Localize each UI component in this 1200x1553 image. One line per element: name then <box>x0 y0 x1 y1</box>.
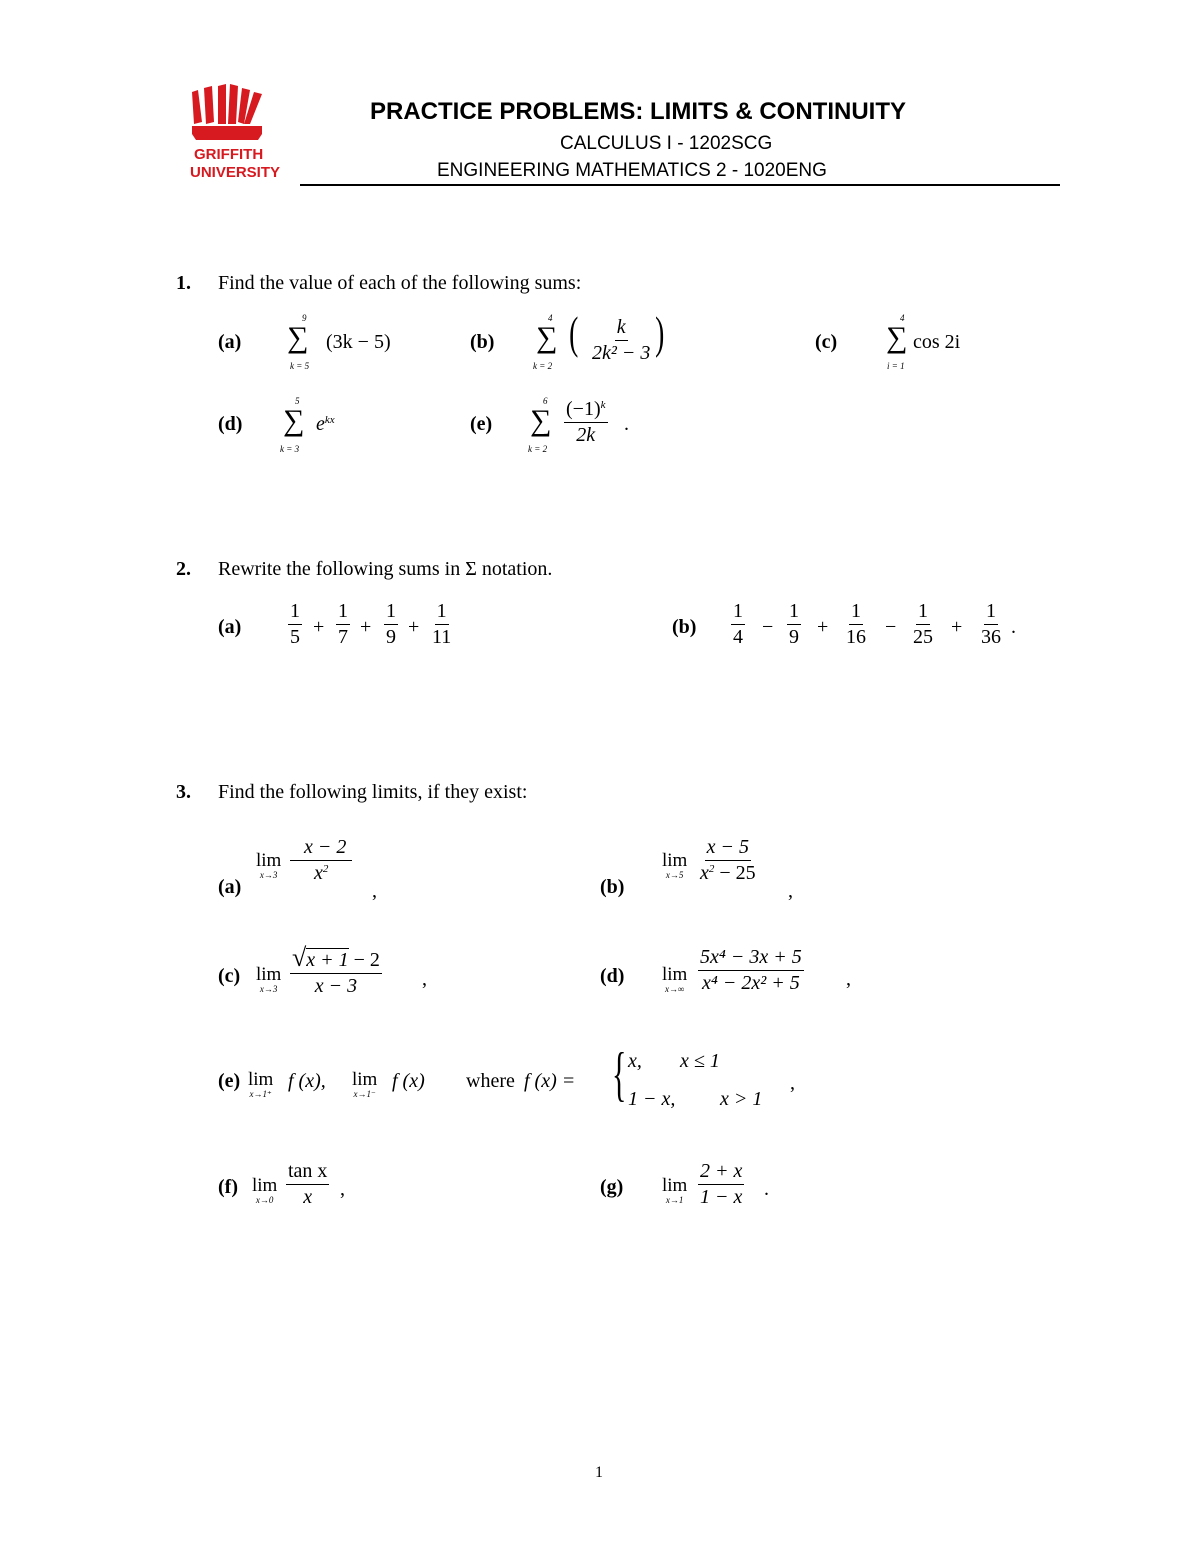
operator: + <box>817 616 829 638</box>
numerator: 1 <box>731 600 745 625</box>
fraction <box>911 600 935 649</box>
fraction <box>430 600 453 649</box>
page-title: PRACTICE PROBLEMS: LIMITS & CONTINUITY <box>370 98 906 125</box>
denominator: 4 <box>733 626 743 648</box>
question-number: 2. <box>176 558 191 580</box>
sum-upper: 4 <box>548 313 553 323</box>
denominator: 2k <box>576 424 596 446</box>
course-code-2: ENGINEERING MATHEMATICS 2 - 1020ENG <box>437 160 827 181</box>
part-label: (a) <box>218 616 242 638</box>
fraction <box>288 600 302 649</box>
denominator: 7 <box>338 626 348 648</box>
sigma-symbol: ∑ <box>886 321 908 354</box>
function-expr: f (x), <box>288 1070 326 1092</box>
tail-punct: . <box>1011 616 1016 638</box>
sigma-symbol: ∑ <box>530 404 552 437</box>
sigma-symbol: ∑ <box>283 404 305 437</box>
numerator: 2 + x <box>698 1160 744 1185</box>
denominator: 9 <box>789 626 799 648</box>
limit-operator: lim x→0 <box>252 1175 278 1205</box>
part-label: (b) <box>600 876 625 898</box>
part-label: (d) <box>218 413 243 435</box>
part-label: (b) <box>672 616 697 638</box>
case-2-expr: 1 − x, <box>628 1088 676 1110</box>
sum-lower: k = 5 <box>290 361 310 371</box>
sigma-symbol: ∑ <box>536 321 558 354</box>
denominator: x − 3 <box>314 975 358 997</box>
fraction <box>979 600 1003 649</box>
limit-operator: lim x→1⁺ <box>248 1069 274 1099</box>
operator: − <box>885 616 897 638</box>
numerator: 5x⁴ − 3x + 5 <box>698 946 804 971</box>
denominator: 1 − x <box>700 1186 743 1208</box>
fraction <box>698 836 758 885</box>
operator: − <box>762 616 774 638</box>
page-number: 1 <box>595 1464 603 1481</box>
case-1-expr: x, <box>628 1050 642 1072</box>
fraction <box>698 1160 744 1209</box>
numerator: 1 <box>916 600 930 625</box>
tail-punct: . <box>764 1178 769 1200</box>
limit-operator: lim x→3 <box>256 964 282 994</box>
operator: + <box>408 616 420 638</box>
limit-operator: lim x→1 <box>662 1175 688 1205</box>
course-code-1: CALCULUS I - 1202SCG <box>560 133 773 154</box>
tail-punct: , <box>422 968 427 990</box>
left-paren: ( <box>569 307 579 358</box>
operator: + <box>951 616 963 638</box>
sigma-symbol: ∑ <box>287 321 309 354</box>
tail-punct: . <box>624 413 629 435</box>
fraction <box>336 600 350 649</box>
denominator: 16 <box>846 626 866 648</box>
tail-punct: , <box>788 880 793 902</box>
tail-punct: , <box>372 880 377 902</box>
denominator: 2k² − 3 <box>592 342 651 364</box>
denominator: 5 <box>290 626 300 648</box>
limit-operator: lim x→3 <box>256 850 282 880</box>
fraction <box>290 836 352 885</box>
numerator: tan x <box>286 1160 329 1185</box>
numerator: 1 <box>288 600 302 625</box>
part-label: (c) <box>218 965 241 987</box>
numerator: 1 <box>336 600 350 625</box>
fraction <box>787 600 801 649</box>
denominator: 9 <box>386 626 396 648</box>
university-logo <box>188 84 284 184</box>
fraction <box>564 398 608 447</box>
denominator: $x^2$ <box>313 862 329 884</box>
sqrt-icon: √ <box>292 943 307 972</box>
logo-text-griffith: GRIFFITH <box>194 146 264 163</box>
right-paren: ) <box>655 307 665 358</box>
denominator: 11 <box>432 626 452 648</box>
fraction <box>698 946 804 995</box>
question-number: 1. <box>176 272 191 294</box>
sum-upper: 4 <box>900 313 905 323</box>
part-label: (g) <box>600 1176 624 1198</box>
denominator: $x^2 - 25$ <box>700 862 756 884</box>
part-label: (c) <box>815 331 838 353</box>
part-label: (f) <box>218 1176 238 1198</box>
denominator: x <box>303 1186 313 1208</box>
logo-text-university: UNIVERSITY <box>190 164 281 181</box>
numerator: √x + 1 − 2 <box>292 943 380 972</box>
part-label: (a) <box>218 331 242 353</box>
fraction <box>590 316 652 365</box>
case-2-condition: x > 1 <box>720 1088 763 1110</box>
sum-expression: $e^{kx}$ <box>316 413 335 435</box>
sum-lower: k = 3 <box>280 444 300 454</box>
tail-punct: , <box>846 968 851 990</box>
part-label: (e) <box>470 413 493 435</box>
numerator: 1 <box>384 600 398 625</box>
fraction <box>844 600 868 649</box>
function-definition: f (x) = <box>524 1070 576 1092</box>
case-1-condition: x ≤ 1 <box>680 1050 720 1072</box>
tail-punct: , <box>340 1178 345 1200</box>
header-rule <box>300 184 1060 186</box>
denominator: x⁴ − 2x² + 5 <box>702 972 800 994</box>
radicand: x + 1 <box>306 949 349 971</box>
numerator: 1 <box>849 600 863 625</box>
sum-expression: (3k − 5) <box>326 331 391 353</box>
griffith-crest-icon <box>188 84 284 144</box>
fraction <box>290 943 382 998</box>
limit-operator: lim x→5 <box>662 850 688 880</box>
tail-punct: , <box>790 1072 795 1094</box>
where-text: where <box>466 1070 515 1092</box>
fraction <box>286 1160 329 1209</box>
limit-operator: lim x→1⁻ <box>352 1069 378 1099</box>
part-label: (d) <box>600 965 625 987</box>
sum-lower: i = 1 <box>887 361 905 371</box>
sum-expression: cos 2i <box>913 331 961 353</box>
function-expr: f (x) <box>392 1070 425 1092</box>
numerator: $(-1)^k$ <box>564 398 608 423</box>
question-prompt: Rewrite the following sums in Σ notation. <box>218 558 553 580</box>
operator: + <box>360 616 372 638</box>
numerator: 1 <box>984 600 998 625</box>
numerator: 1 <box>787 600 801 625</box>
denominator: 25 <box>913 626 933 648</box>
numerator: x − 5 <box>705 836 751 861</box>
sum-lower: k = 2 <box>528 444 548 454</box>
question-number: 3. <box>176 781 191 803</box>
fraction <box>731 600 745 649</box>
sum-lower: k = 2 <box>533 361 553 371</box>
numerator: k <box>615 316 628 341</box>
limit-operator: lim x→∞ <box>662 964 688 994</box>
brace: { <box>612 1041 627 1107</box>
question-prompt: Find the value of each of the following sums: <box>218 272 582 294</box>
operator: + <box>313 616 325 638</box>
part-label: (b) <box>470 331 495 353</box>
sum-upper: 5 <box>295 396 300 406</box>
denominator: 36 <box>981 626 1001 648</box>
fraction <box>384 600 398 649</box>
numerator: x − 2 <box>290 836 352 861</box>
part-label: (a) <box>218 876 242 898</box>
question-prompt: Find the following limits, if they exist: <box>218 781 528 803</box>
numerator: 1 <box>435 600 449 625</box>
sum-upper: 9 <box>302 313 307 323</box>
sum-upper: 6 <box>543 396 548 406</box>
part-label: (e) <box>218 1070 241 1092</box>
